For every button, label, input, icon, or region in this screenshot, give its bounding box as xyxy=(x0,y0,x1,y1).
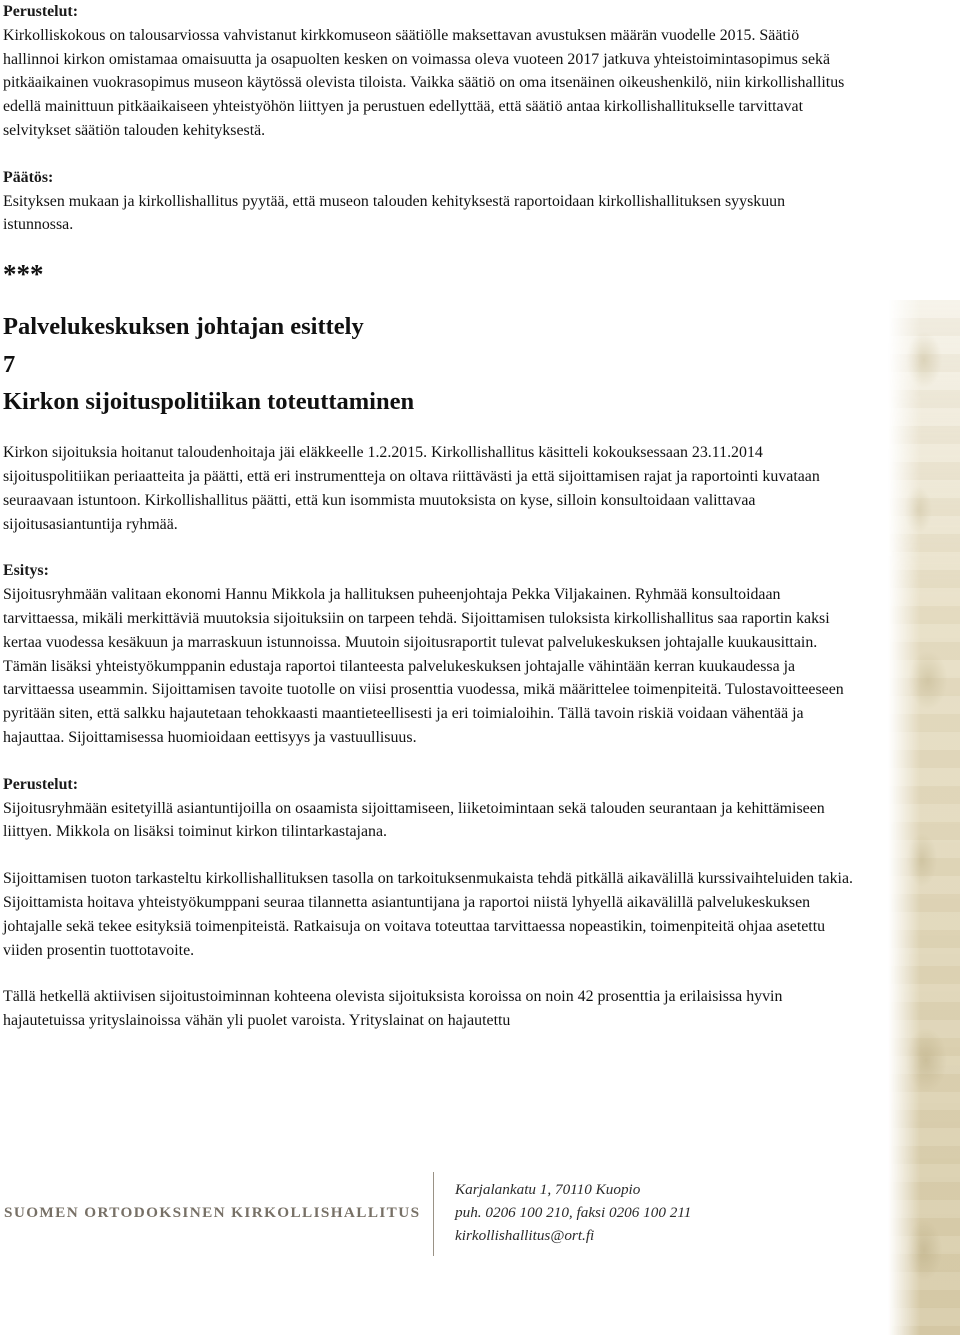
paragraph-reasons-1: Sijoitusryhmään esitetyillä asiantuntijoilla on osaamista sijoittamiseen, liiketoimintaan sekä talouden seurantaan ja kehittämiseen liittyen. Mikkola on lisäksi toiminut kirkon tilintarkastajana. xyxy=(3,799,825,841)
paragraph-esitys: Sijoitusryhmään valitaan ekonomi Hannu Mikkola ja hallituksen puheenjohtaja Pekka Viljakainen. Ryhmää konsultoidaan tarvittaessa, mikäli merkittäviä muutoksia sijoituksiin on tarpeen tehdä. Sijoittamisen tuloksista kirkollishallitus saa raportin kaksi kertaa vuodessa kesäkuun ja marraskuun istunnoissa. Muutoin sijoitusraportit tulevat palvelukeskuksen johtajalle kuukausittain. Tämän lisäksi yhteistyökumppanin edustaja raportoi tilanteesta palvelukeskuksen johtajalle vähintään kerran kuukaudessa ja tarvittaessa useammin. Sijoittamisen tavoite tuotolle on viisi prosenttia vuodessa, mikä määrittelee toimenpiteitä. Tulostavoitteeseen pyritään siten, että salkku hajautetaan tehokkaasti maantieteellisesti ja eri toimialoihin. Tällä tavoin riskiä voidaan vähentää ja hajauttaa. Sijoittamisessa huomioidaan eettisyys ja vastuullisuus. xyxy=(3,586,844,746)
contact-address: Karjalankatu 1, 70110 Kuopio xyxy=(455,1181,641,1198)
item-title: Kirkon sijoituspolitiikan toteuttaminen xyxy=(3,388,415,416)
section-label-perustelut: Perustelut: xyxy=(3,3,79,20)
document-body xyxy=(3,0,853,1033)
section-label-perustelut-2: Perustelut: xyxy=(3,775,79,793)
footer-divider xyxy=(433,1172,434,1256)
page-footer xyxy=(0,1168,960,1258)
contact-email: kirkollishallitus@ort.fi xyxy=(455,1227,595,1244)
organization-name: SUOMEN ORTODOKSINEN KIRKOLLISHALLITUS xyxy=(4,1204,421,1221)
contact-phone: puh. 0206 100 210, faksi 0206 100 211 xyxy=(455,1204,692,1221)
section-separator: *** xyxy=(3,259,44,290)
paragraph-reasons-2: Sijoittamisen tuoton tarkasteltu kirkollishallituksen tasolla on tarkoituksenmukaista tehdä pitkällä aikavälillä kurssivaihteluiden takia. Sijoittamista hoitava yhteistyökumppani seuraa tilannetta asiantuntijana ja raportoi niistä lyhyellä aikavälillä palvelukeskuksen johtajalle sekä tekee esityksiä toimenpiteistä. Ratkaisuja on voitava toteuttaa tarvittaessa nopeastikin, toimenpiteitä ohjaa asetettu viiden prosentin tuottotavoite. xyxy=(3,870,853,959)
section-label-paatos: Päätös: xyxy=(3,168,54,186)
paragraph-reasons-3: Tällä hetkellä aktiivisen sijoitustoiminnan kohteena olevista sijoituksista koroissa on noin 42 prosenttia ja erilaisissa hyvin hajautetuissa yrityslainoissa vähän yli puolet varoista. Yrityslainat on hajautettu xyxy=(3,988,783,1030)
paragraph-paatos: Esityksen mukaan ja kirkollishallitus pyytää, että museon talouden kehityksestä raportoidaan kirkollishallituksen syyskuun istunnossa. xyxy=(3,192,786,234)
paragraph-intro: Kirkon sijoituksia hoitanut taloudenhoitaja jäi eläkkeelle 1.2.2015. Kirkollishallitus käsitteli kokouksessaan 23.11.2014 sijoituspolitiikan periaatteita ja päätti, että eri instrumentteja on oltava riittävästi ja että sijoittamisen rajat ja raportointi kuvataan seuraavaan istuntoon. Kirkollishallitus päätti, että kun isommista muutoksista on kyse, silloin konsultoidaan valittavaa sijoitusasiantuntija ryhmää. xyxy=(3,444,820,533)
item-number: 7 xyxy=(3,351,16,379)
presenter-heading: Palvelukeskuksen johtajan esittely xyxy=(3,313,364,341)
contact-block xyxy=(455,1178,691,1247)
paragraph-perustelut-museum: Kirkolliskokous on talousarviossa vahvistanut kirkkomuseon säätiölle maksettavan avustuksen määrän vuodelle 2015. Säätiö hallinnoi kirkon omistamaa omaisuutta ja osapuolten kesken on voimassa oleva vuoteen 2017 jatkuva yhteistoimintasopimus sekä pitkäaikainen vuokrasopimus museon käytössä olevista tiloista. Vaikka säätiö on oma itsenäinen oikeushenkilö, niin kirkollishallitus edellä mainittuun pitkäaikaiseen yhteistyöhön liittyen ja perustuen edellyttää, että säätiö antaa kirkollishallitukselle tarvittavat selvitykset säätiön talouden kehityksestä. xyxy=(3,26,845,139)
section-label-esitys: Esitys: xyxy=(3,562,49,580)
